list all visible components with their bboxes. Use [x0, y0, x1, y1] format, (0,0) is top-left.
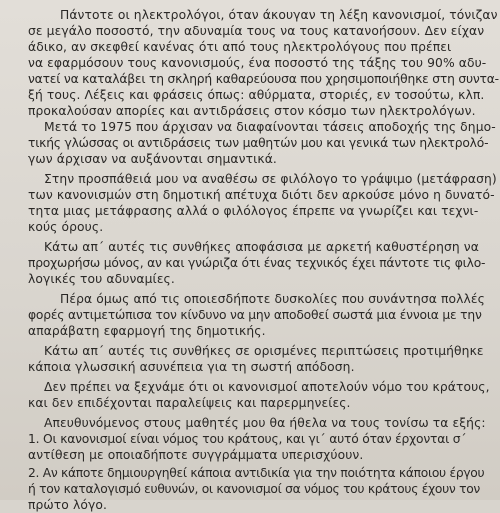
text-line: να εφαρμόσουν τους κανονισμούς, ένα ποσοστό της τάξης του 90% αδυ- — [28, 56, 487, 70]
text-line: κάποια γλωσσική ασυνέπεια για τη σωστή απόδοση. — [28, 360, 355, 374]
text-line: Μετά το 1975 που άρχισαν να διαφαίνονται τάσεις αποδοχής της δημο- — [44, 120, 496, 134]
text-line: Πέρα όμως από τις οποιεσδήποτε δυσκολίες που συνάντησα πολλές — [60, 292, 485, 306]
text-line: τητα μιας μετάφρασης αλλά ο φιλόλογος έπρεπε να γνωρίζει και τεχνι- — [28, 204, 479, 218]
text-line: 1. Οι κανονισμοί είναι νόμος του κράτους, και γι΄ αυτό όταν έρχονται σ΄ — [28, 432, 467, 446]
text-line: φορές αντιμετώπισα τον κίνδυνο να μην αποδοθεί σωστά μια έννοια με την — [28, 308, 482, 322]
text-line: νατεί να καταλάβει τη σκληρή καθαρεύουσα που χρησιμοποιήθηκε στη συντα- — [28, 72, 499, 86]
text-line: κούς όρους. — [28, 220, 104, 234]
text-line: σε μεγάλο ποσοστό, την αδυναμία τους να τους κατανοήσουν. Δεν είχαν — [28, 24, 485, 38]
text-line: Απευθυνόμενος στους μαθητές μου θα ήθελα να τους τονίσω τα εξής: — [44, 416, 486, 430]
text-line: Στην προσπάθειά μου να αναθέσω σε φιλόλογο το γράψιμο (μετάφραση) — [44, 172, 497, 186]
text-line: απαράβατη εφαρμογή της δημοτικής. — [28, 324, 266, 338]
text-line: των κανονισμών στη δημοτική απέτυχα διότι δεν αρκούσε μόνο η δυνατό- — [28, 188, 495, 202]
text-line: γων άρχισαν να αυξάνονται σημαντικά. — [28, 152, 277, 166]
text-line: Πάντοτε οι ηλεκτρολόγοι, όταν άκουγαν τη λέξη κανονισμοί, τόνιζαν — [60, 8, 498, 22]
text-line: Κάτω απ΄ αυτές τις συνθήκες σε ορισμένες περιπτώσεις προτιμήθηκε — [44, 344, 484, 358]
text-line: Κάτω απ΄ αυτές τις συνθήκες αποφάσισα με αρκετή καθυστέρηση να — [44, 240, 479, 254]
text-line: Δεν πρέπει να ξεχνάμε ότι οι κανονισμοί αποτελούν νόμο του κράτους, — [44, 380, 490, 394]
text-line: λογικές του αδυναμίες. — [28, 272, 175, 286]
text-line: και δεν επιδέχονται παραλείψεις και παρερμηνείες. — [28, 396, 351, 410]
text-line: άδικο, αν σκεφθεί κανένας ότι από τους ηλεκτρολόγους που πρέπει — [28, 40, 452, 54]
text-line: προκαλούσαν απορίες και αντιδράσεις στον κόσμο των ηλεκτρολόγων. — [28, 104, 476, 118]
text-line: ή τον καταλογισμό ευθυνών, οι κανονισμοί σα νόμος του κράτους έχουν τον — [28, 482, 481, 496]
text-line: τικής γλώσσας οι αντιδράσεις των μαθητών μου και γενικά των ηλεκτρολό- — [28, 136, 489, 150]
text-line: πρώτο λόγο. — [28, 498, 107, 512]
text-line: ξή τους. Λέξεις και φράσεις όπως: αθύρματα, στοριές, εν τοσούτω, κλπ. — [28, 88, 485, 102]
text-line: αντίθεση με οποιαδήποτε συγγράμματα υπερισχύουν. — [28, 448, 364, 462]
text-line: 2. Αν κάποτε δημιουργηθεί κάποια αντιδικία για την ποιότητα κάποιου έργου — [28, 466, 485, 480]
text-line: προχωρήσω μόνος, αν και γνώριζα ότι ένας τεχνικός έχει πάντοτε τις φιλο- — [28, 256, 486, 270]
